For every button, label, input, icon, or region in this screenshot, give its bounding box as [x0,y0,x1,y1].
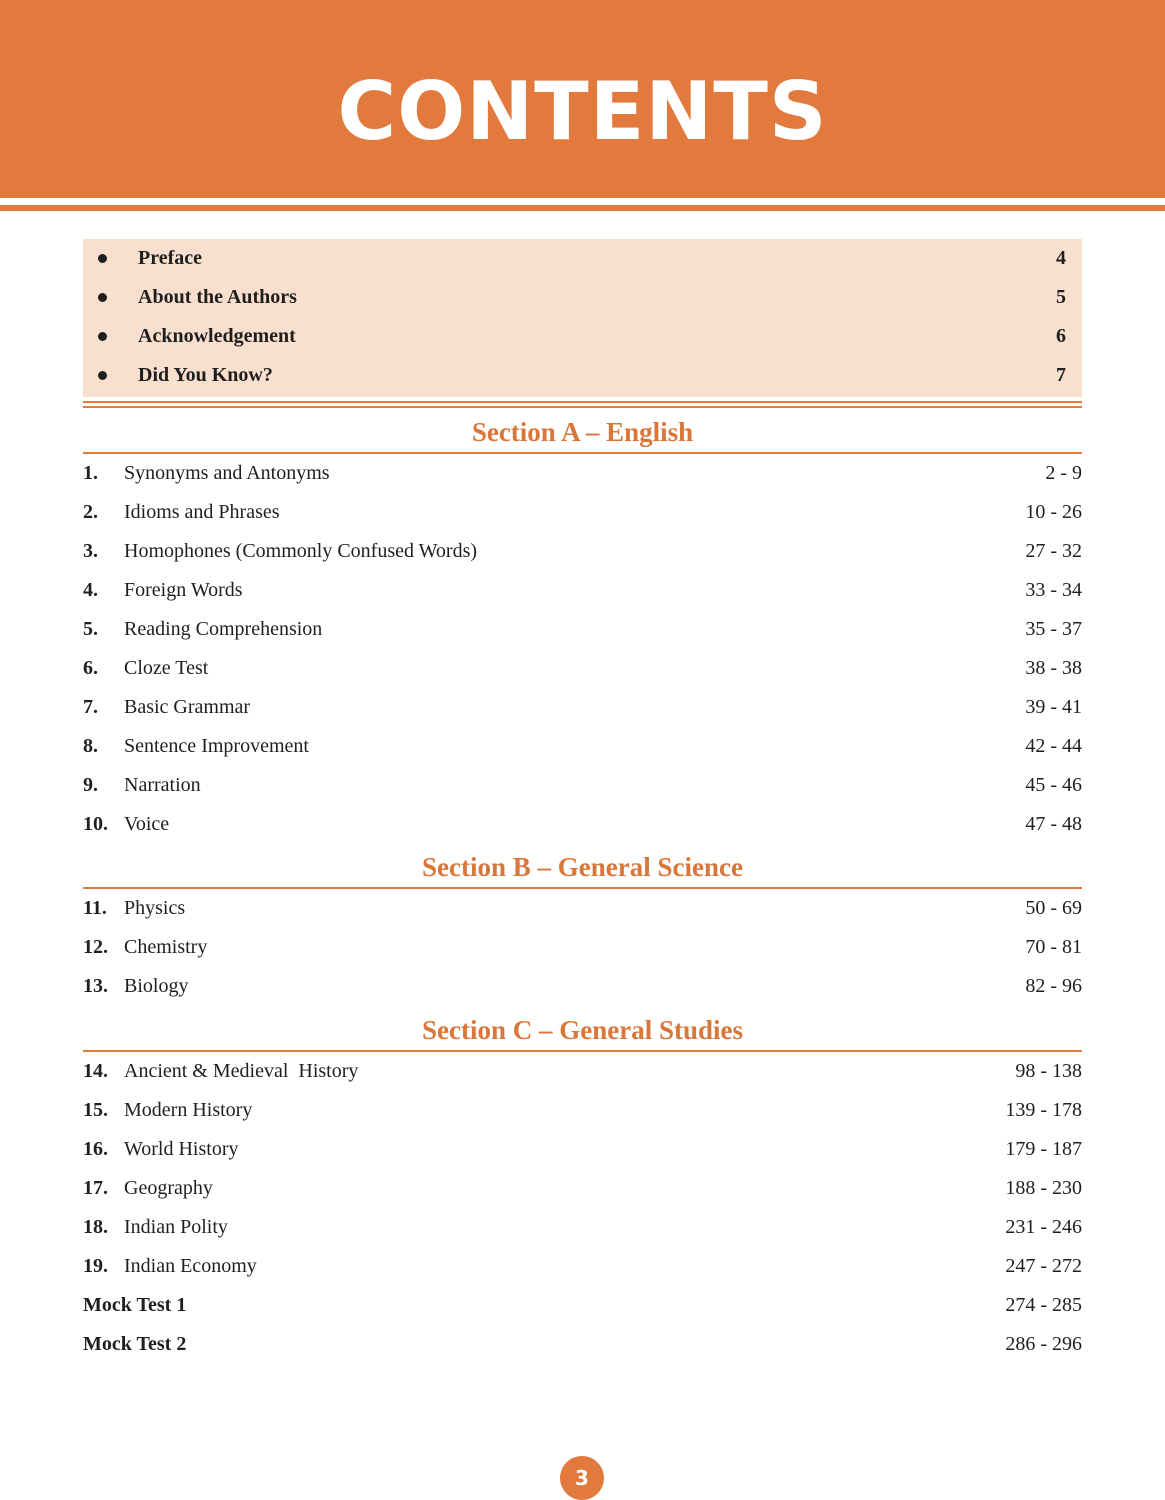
chapter-title: Geography [124,1177,213,1199]
toc-entry-chapter-16[interactable] [83,1130,1082,1169]
toc-entry-chapter-7[interactable] [83,688,1082,727]
chapter-title: Basic Grammar [124,696,251,718]
chapter-pages: 50 - 69 [1025,897,1082,919]
chapter-pages: 139 - 178 [1005,1099,1082,1121]
chapter-pages: 179 - 187 [1005,1138,1082,1160]
bullet-icon [98,254,107,263]
chapter-number: 8. [83,735,98,757]
chapter-number: 13. [83,975,108,997]
toc-entry-chapter-1[interactable] [83,454,1082,493]
mock-test-title: Mock Test 2 [83,1333,187,1355]
toc-entry-acknowledgement[interactable] [83,317,1082,356]
entry-label: Acknowledgement [138,325,296,347]
chapter-title: Biology [124,975,189,997]
chapter-title: Indian Polity [124,1216,228,1238]
chapter-number: 11. [83,897,107,919]
chapter-title: Reading Comprehension [124,618,323,640]
chapter-title: Chemistry [124,936,208,958]
section-heading-general-studies: Section C – General Studies [422,1015,743,1045]
chapter-pages: 27 - 32 [1025,540,1082,562]
chapter-number: 7. [83,696,98,718]
entry-label: Preface [138,247,203,269]
chapter-pages: 10 - 26 [1025,501,1082,523]
mock-test-pages: 274 - 285 [1005,1294,1082,1316]
chapter-number: 14. [83,1060,108,1082]
toc-entry-preface[interactable] [83,239,1082,278]
header-banner [0,0,1165,198]
chapter-number: 10. [83,813,108,835]
toc-entry-about-the-authors[interactable] [83,278,1082,317]
chapter-pages: 70 - 81 [1025,936,1082,958]
chapter-pages: 33 - 34 [1025,579,1082,601]
chapter-pages: 42 - 44 [1025,735,1082,757]
chapter-number: 19. [83,1255,108,1277]
mock-test-title: Mock Test 1 [83,1294,187,1316]
chapter-number: 17. [83,1177,108,1199]
chapter-title: Cloze Test [124,657,209,679]
entry-page: 5 [1056,286,1066,308]
entry-label: Did You Know? [138,364,273,386]
chapter-title: Idioms and Phrases [124,501,280,523]
chapter-number: 18. [83,1216,108,1238]
chapter-number: 9. [83,774,98,796]
chapter-title: Physics [124,897,186,919]
chapter-number: 6. [83,657,98,679]
chapter-title: World History [124,1138,239,1160]
front-matter-divider [83,401,1082,408]
chapter-number: 2. [83,501,98,523]
toc-entry-chapter-18[interactable] [83,1208,1082,1247]
chapter-pages: 82 - 96 [1025,975,1082,997]
chapter-title: Modern History [124,1099,253,1121]
chapter-title: Ancient & Medieval History [124,1060,359,1082]
chapter-number: 4. [83,579,98,601]
toc-entry-chapter-11[interactable] [83,889,1082,928]
chapter-pages: 247 - 272 [1005,1255,1082,1277]
header-divider [0,205,1165,211]
chapter-title: Homophones (Commonly Confused Words) [124,540,478,562]
toc-entry-chapter-9[interactable] [83,766,1082,805]
chapter-number: 15. [83,1099,108,1121]
toc-entry-chapter-15[interactable] [83,1091,1082,1130]
toc-entry-chapter-3[interactable] [83,532,1082,571]
chapter-pages: 2 - 9 [1045,462,1082,484]
chapter-pages: 35 - 37 [1025,618,1082,640]
chapter-number: 3. [83,540,98,562]
chapter-title: Foreign Words [124,579,243,601]
toc-entry-chapter-6[interactable] [83,649,1082,688]
toc-entry-chapter-10[interactable] [83,805,1082,844]
toc-entry-chapter-13[interactable] [83,967,1082,1006]
chapter-number: 5. [83,618,98,640]
toc-entry-chapter-8[interactable] [83,727,1082,766]
mock-test-pages: 286 - 296 [1005,1333,1082,1355]
section-heading-english: Section A – English [471,417,694,447]
chapter-pages: 47 - 48 [1025,813,1082,835]
chapter-title: Narration [124,774,201,796]
chapter-pages: 39 - 41 [1025,696,1082,718]
chapter-pages: 188 - 230 [1005,1177,1082,1199]
chapter-number: 16. [83,1138,108,1160]
page-title: CONTENTS [337,65,828,158]
toc-entry-chapter-2[interactable] [83,493,1082,532]
toc-entry-mock-test-1[interactable] [83,1286,1082,1325]
page-number-badge: 3 [560,1456,604,1500]
entry-page: 7 [1056,364,1066,386]
chapter-title: Sentence Improvement [124,735,309,757]
toc-entry-chapter-14[interactable] [83,1052,1082,1091]
section-heading-general-science: Section B – General Science [422,852,743,882]
front-matter-box [83,239,1082,397]
toc-entry-did-you-know[interactable] [83,356,1082,395]
chapter-title: Synonyms and Antonyms [124,462,330,484]
bullet-icon [98,371,107,380]
entry-label: About the Authors [138,286,297,308]
chapter-pages: 231 - 246 [1005,1216,1082,1238]
chapter-title: Voice [124,813,170,835]
chapter-pages: 45 - 46 [1025,774,1082,796]
entry-page: 4 [1056,247,1066,269]
chapter-number: 12. [83,936,108,958]
toc-entry-mock-test-2[interactable] [83,1325,1082,1364]
toc-entry-chapter-19[interactable] [83,1247,1082,1286]
toc-entry-chapter-17[interactable] [83,1169,1082,1208]
chapter-title: Indian Economy [124,1255,257,1277]
bullet-icon [98,332,107,341]
toc-entry-chapter-4[interactable] [83,571,1082,610]
toc-entry-chapter-5[interactable] [83,610,1082,649]
chapter-pages: 38 - 38 [1025,657,1082,679]
chapter-pages: 98 - 138 [1015,1060,1082,1082]
chapter-number: 1. [83,462,98,484]
entry-page: 6 [1056,325,1066,347]
bullet-icon [98,293,107,302]
toc-entry-chapter-12[interactable] [83,928,1082,967]
